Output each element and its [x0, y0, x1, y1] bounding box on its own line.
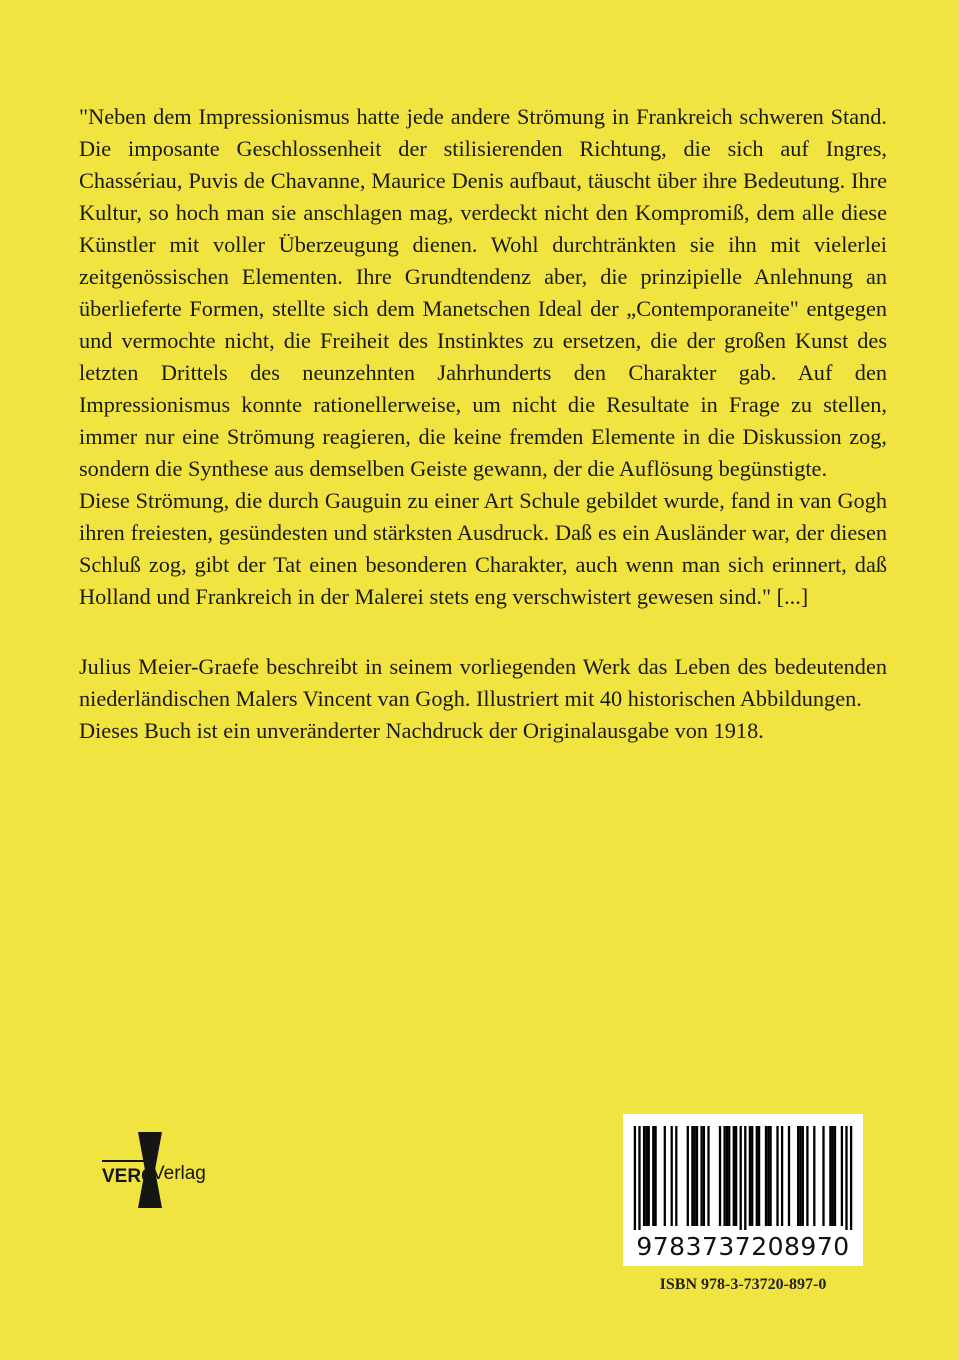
barcode-bar: [845, 1126, 847, 1230]
barcode-bar: [740, 1126, 742, 1230]
barcode-bar: [832, 1126, 834, 1226]
isbn-label: ISBN 978-3-73720-897-0: [659, 1276, 827, 1293]
barcode-bar: [758, 1126, 760, 1226]
barcode-bar: [799, 1126, 801, 1226]
barcode-bar: [776, 1126, 778, 1226]
barcode-bar: [707, 1126, 709, 1226]
barcode-bar: [797, 1126, 799, 1226]
barcode-bar: [802, 1126, 804, 1226]
barcode-bar: [841, 1126, 843, 1226]
publisher-logo-graphic: [100, 1130, 206, 1210]
barcode-bar: [671, 1126, 673, 1226]
barcode-bar: [645, 1126, 647, 1226]
barcode-bars: [623, 1114, 863, 1234]
barcode-bar: [726, 1126, 728, 1226]
barcode-bar: [781, 1126, 783, 1226]
barcode-bar: [813, 1126, 815, 1226]
barcode-digits: 9783737208970: [636, 1232, 850, 1261]
barcode-bar: [735, 1126, 737, 1226]
description-paragraph-2: Dieses Buch ist ein unveränderter Nachdruck der Originalausgabe von 1918.: [79, 718, 764, 743]
description-paragraph-1: Julius Meier-Graefe beschreibt in seinem vorliegenden Werk das Leben des bedeutenden niederländischen Malers Vincent van Gogh. Illustriert mit 40 historischen Abbildungen.: [79, 654, 887, 711]
quote-paragraph-1: "Neben dem Impressionismus hatte jede andere Strömung in Frankreich schweren Stand. Die imposante Geschlossenheit der stilisierenden Richtung, die sich auf Ingres, Chassériau, Puvis de Chavanne, Maurice Denis aufbaut, täuscht über ihre Bedeutung. Ihre Kultur, so hoch man sie anschlagen mag, verdeckt nicht den Kompromiß, dem alle diese Künstler mit voller Überzeugung dienen. Wohl durchtränkten sie ihn mit vielerlei zeitgenössischen Elementen. Ihre Grundtendenz aber, die prinzipielle Anlehnung an überlieferte Formen, stellte sich dem Manetschen Ideal der „Contemporaneite" entgegen und vermochte nicht, die Freiheit des Instinktes zu ersetzen, die der großen Kunst des letzten Drittels des neunzehnten Jahrhunderts den Charakter gab. Auf den Impressionismus konnte rationellerweise, um nicht die Resultate in Frage zu stellen, immer nur eine Strömung reagieren, die keine fremden Elemente in die Diskussion zog, sondern die Synthese aus demselben Geiste gewann, der die Auflösung begünstigte.: [79, 104, 887, 481]
barcode-bar: [850, 1126, 852, 1230]
barcode-bar: [733, 1126, 735, 1226]
back-cover-blurb: [79, 101, 887, 747]
barcode-bar: [691, 1126, 693, 1226]
barcode-bar: [829, 1126, 831, 1226]
barcode-bar: [648, 1126, 650, 1226]
barcode-bar: [675, 1126, 677, 1226]
barcode-bar: [788, 1126, 790, 1226]
logo-verlag-text: Verlag: [152, 1163, 206, 1184]
barcode-bar: [723, 1126, 725, 1226]
barcode-bar: [834, 1126, 836, 1226]
barcode: [623, 1114, 863, 1266]
barcode-bar: [719, 1126, 721, 1226]
barcode-bar: [744, 1126, 746, 1230]
barcode-bar: [822, 1126, 824, 1226]
barcode-bar: [806, 1126, 808, 1226]
logo-rule: [102, 1160, 147, 1162]
barcode-bar: [765, 1126, 767, 1226]
barcode-bar: [749, 1126, 751, 1226]
barcode-bar: [700, 1126, 702, 1226]
publisher-logo: [100, 1130, 206, 1210]
barcode-bar: [767, 1126, 769, 1226]
barcode-bar: [638, 1126, 640, 1230]
barcode-bar: [687, 1126, 689, 1226]
logo-vero-text: VERO: [102, 1166, 156, 1187]
barcode-bar: [694, 1126, 696, 1226]
barcode-bar: [728, 1126, 730, 1226]
barcode-bar: [769, 1126, 771, 1226]
paragraph-spacer: [79, 613, 887, 651]
barcode-bar: [654, 1126, 656, 1226]
barcode-bar: [634, 1126, 636, 1230]
barcode-bar: [664, 1126, 666, 1226]
barcode-bar: [696, 1126, 698, 1226]
barcode-bar: [652, 1126, 654, 1226]
barcode-bar: [643, 1126, 645, 1226]
barcode-bar: [751, 1126, 753, 1226]
barcode-bar: [756, 1126, 758, 1226]
barcode-bar: [703, 1126, 705, 1226]
quote-paragraph-2: Diese Strömung, die durch Gauguin zu einer Art Schule gebildet wurde, fand in van Gogh ihren freiesten, gesündesten und stärksten Ausdruck. Daß es ein Ausländer war, der diesen Schluß zog, gibt der Tat einen besonderen Charakter, auch wenn man sich erinnert, daß Holland und Frankreich in der Malerei stets eng verschwistert gewesen sind." [...]: [79, 488, 887, 609]
